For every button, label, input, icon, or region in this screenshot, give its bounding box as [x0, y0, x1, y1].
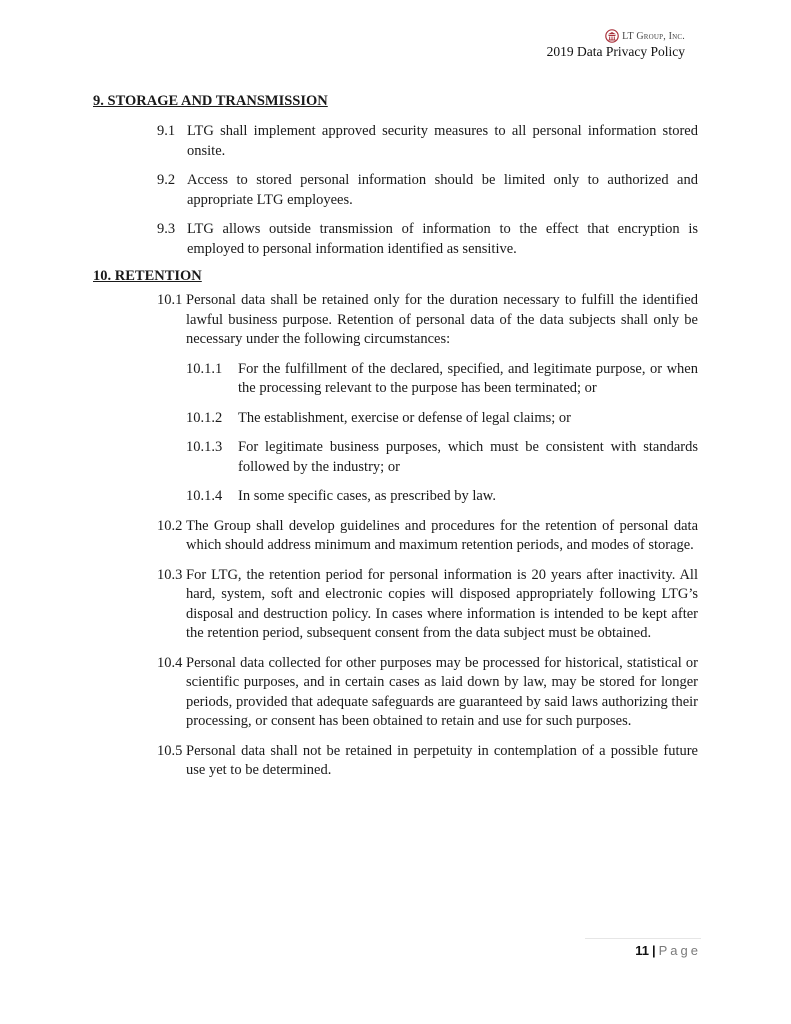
clause-text: The Group shall develop guidelines and procedures for the retention of personal data which should address minimum and maximum retention periods, and modes of storage. — [186, 517, 698, 553]
clause-10-1-2 — [186, 409, 698, 429]
clause-text: In some specific cases, as prescribed by law. — [238, 488, 496, 504]
clause-number: 10.1.3 — [186, 439, 223, 455]
clause-number: 10.1.4 — [186, 488, 223, 504]
clause-text: For LTG, the retention period for personal information is 20 years after inactivity. All hard, system, soft and electronic copies will disposed appropriately following LTG’s disposal and destruction policy. In cases where information is intended to be kept after the retention period, subsequent consent from the data subject must be obtained. — [186, 566, 698, 641]
clause-9-2 — [157, 171, 698, 210]
page-footer — [585, 938, 701, 958]
clause-text: For the fulfillment of the declared, specified, and legitimate purpose, or when the processing relevant to the purpose has been terminated; or — [238, 360, 698, 396]
clause-text: For legitimate business purposes, which must be consistent with standards followed by the industry; or — [238, 439, 698, 475]
clause-10-2 — [157, 517, 698, 556]
section-heading-storage: 9. STORAGE AND TRANSMISSION — [93, 93, 328, 109]
clause-10-1 — [157, 291, 698, 350]
company-logo-row — [547, 28, 685, 44]
clause-text: Access to stored personal information should be limited only to authorized and appropriate LTG employees. — [187, 172, 698, 208]
document-title: 2019 Data Privacy Policy — [546, 44, 685, 59]
clause-number: 10.3 — [157, 566, 183, 583]
section-heading-retention: 10. RETENTION — [93, 268, 202, 284]
clause-number: 9.1 — [157, 123, 176, 139]
clause-number: 10.1.2 — [186, 409, 223, 426]
clause-10-4 — [157, 654, 698, 732]
page-label: Page — [658, 943, 701, 958]
clause-number: 10.1.1 — [186, 360, 223, 377]
clause-10-1-4 — [186, 487, 698, 507]
clause-9-3 — [157, 220, 698, 259]
clause-text: Personal data shall not be retained in perpetuity in contemplation of a possible future use yet to be determined. — [186, 742, 698, 778]
clause-text: LTG allows outside transmission of information to the effect that encryption is employed to personal information identified as sensitive. — [187, 221, 698, 257]
clause-text: The establishment, exercise or defense of legal claims; or — [238, 409, 571, 426]
company-name: LT Group, Inc. — [622, 30, 685, 42]
clause-10-3 — [157, 566, 698, 644]
clause-text: LTG shall implement approved security measures to all personal information stored onsite. — [187, 123, 698, 159]
clause-number: 10.4 — [157, 654, 183, 671]
clause-text: Personal data collected for other purposes may be processed for historical, statistical or scientific purposes, and in certain cases as laid down by law, may be stored for longer periods, provided that adequate safeguards are guaranteed by said laws authorizing their processing, or consent has been obtained to retain and use for such purposes. — [186, 654, 698, 729]
clause-number: 10.5 — [157, 742, 183, 759]
lt-group-logo-icon — [605, 29, 619, 43]
page-body — [93, 92, 698, 791]
clause-10-1-3 — [186, 438, 698, 477]
clause-10-5 — [157, 742, 698, 781]
clause-number: 9.2 — [157, 172, 176, 188]
clause-10-1-1 — [186, 360, 698, 399]
footer-separator: | — [651, 943, 656, 958]
clause-text: Personal data shall be retained only for the duration necessary to fulfill the identified lawful business purpose. Retention of personal data of the data subjects shall only be necessary under the following circumstances: — [186, 292, 698, 347]
clause-number: 10.1 — [157, 292, 183, 308]
clause-9-1 — [157, 122, 698, 161]
page-header — [547, 28, 685, 60]
clause-number: 10.2 — [157, 517, 183, 534]
clause-number: 9.3 — [157, 221, 176, 237]
page-number: 11 — [635, 943, 649, 958]
